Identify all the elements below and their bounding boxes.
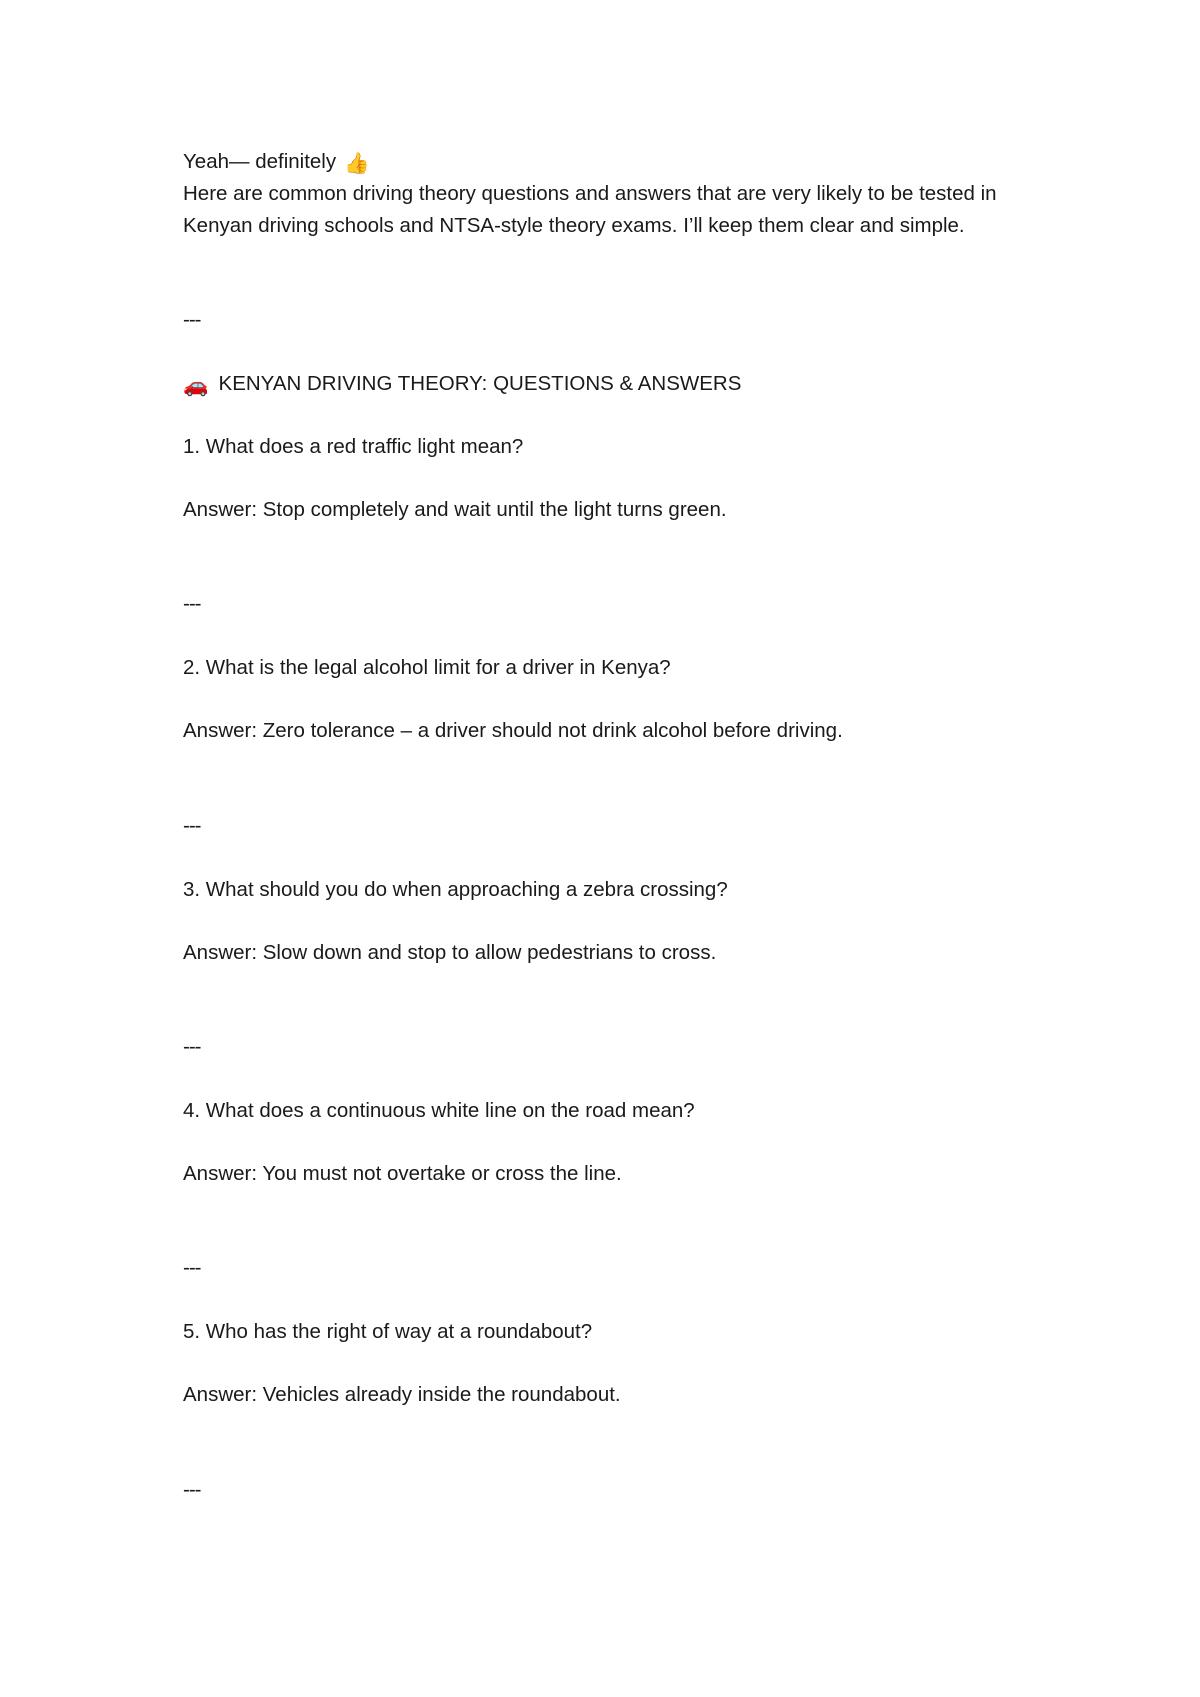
separator: --- bbox=[183, 1035, 201, 1058]
question-1: 1. What does a red traffic light mean? bbox=[183, 435, 524, 458]
intro-paragraph bbox=[183, 178, 1053, 242]
question-4: 4. What does a continuous white line on the road mean? bbox=[183, 1099, 695, 1122]
separator: --- bbox=[183, 1478, 201, 1501]
intro-greeting bbox=[183, 146, 1063, 180]
thumbs-up-icon: 👍 bbox=[344, 152, 370, 175]
separator: --- bbox=[183, 308, 201, 331]
section-heading-text: KENYAN DRIVING THEORY: QUESTIONS & ANSWERS bbox=[218, 372, 742, 395]
answer-5: Answer: Vehicles already inside the roundabout. bbox=[183, 1383, 621, 1406]
intro-line-2: Kenyan driving schools and NTSA-style theory exams. I’ll keep them clear and simple. bbox=[183, 214, 965, 237]
answer-2: Answer: Zero tolerance – a driver should not drink alcohol before driving. bbox=[183, 719, 843, 742]
separator: --- bbox=[183, 814, 201, 837]
answer-1: Answer: Stop completely and wait until the light turns green. bbox=[183, 498, 727, 521]
separator: --- bbox=[183, 1256, 201, 1279]
intro-line-1: Here are common driving theory questions and answers that are very likely to be tested in bbox=[183, 182, 997, 205]
section-heading bbox=[183, 368, 1063, 402]
question-3: 3. What should you do when approaching a zebra crossing? bbox=[183, 878, 728, 901]
answer-3: Answer: Slow down and stop to allow pedestrians to cross. bbox=[183, 941, 717, 964]
answer-4: Answer: You must not overtake or cross the line. bbox=[183, 1162, 622, 1185]
separator: --- bbox=[183, 592, 201, 615]
car-icon: 🚗 bbox=[183, 374, 209, 397]
question-5: 5. Who has the right of way at a roundabout? bbox=[183, 1320, 593, 1343]
greeting-text: Yeah— definitely bbox=[183, 150, 337, 173]
question-2: 2. What is the legal alcohol limit for a driver in Kenya? bbox=[183, 656, 671, 679]
